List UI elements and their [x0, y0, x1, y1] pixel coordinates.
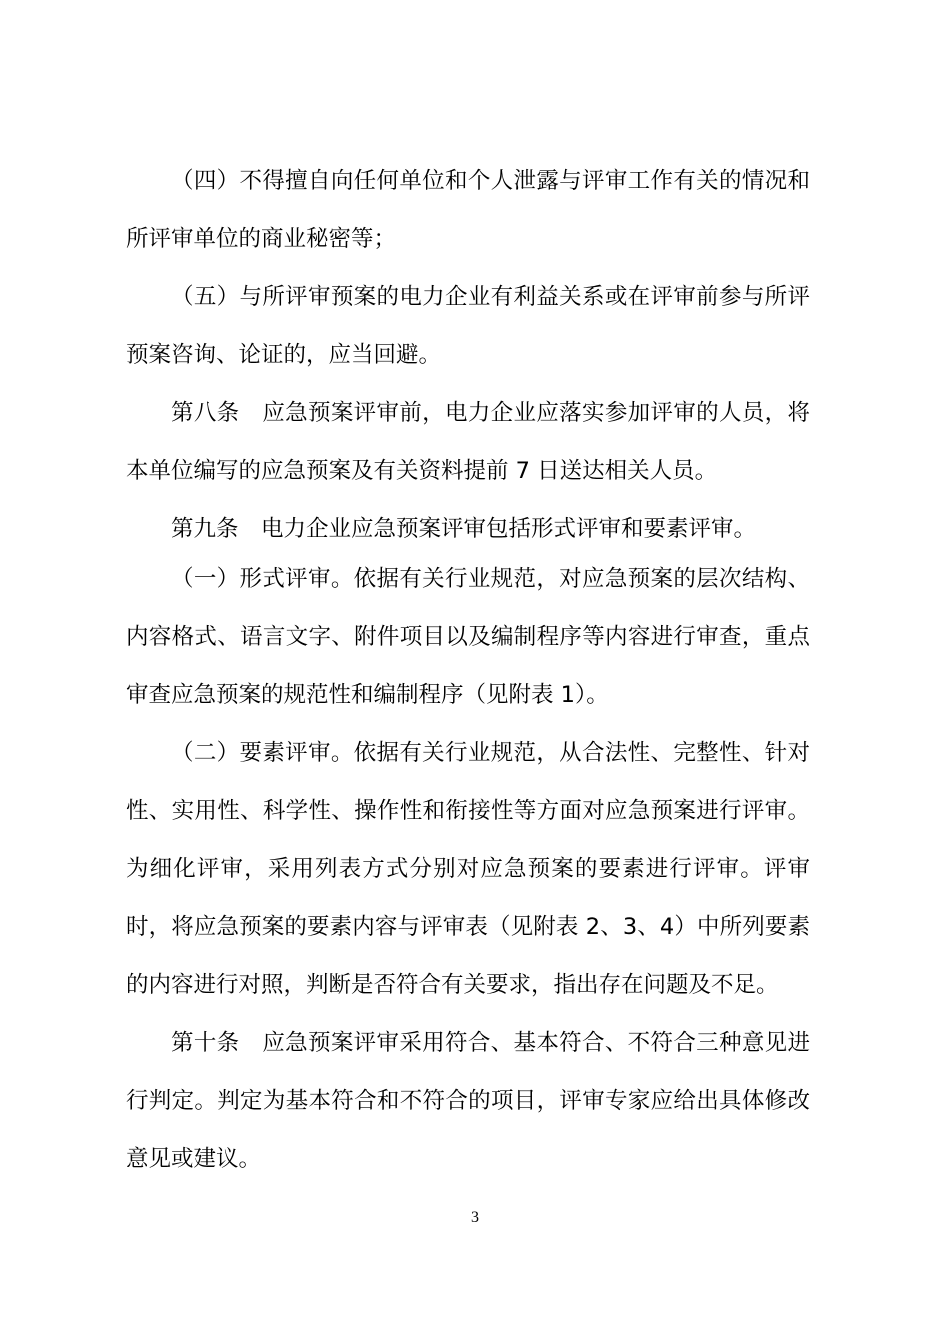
- paragraph-article-10: 第十条 应急预案评审采用符合、基本符合、不符合三种意见进行判定。判定为基本符合和不符合的项目，评审专家应给出具体修改意见或建议。: [126, 1030, 810, 1172]
- paragraph-item-5: （五）与所评审预案的电力企业有利益关系或在评审前参与所评预案咨询、论证的，应当回避。: [126, 284, 810, 368]
- document-body: [126, 152, 810, 1188]
- page-number: 3: [471, 1209, 479, 1226]
- paragraph-article-9: 第九条 电力企业应急预案评审包括形式评审和要素评审。: [171, 516, 757, 542]
- paragraph-item-1-formal-review: （一）形式评审。依据有关行业规范，对应急预案的层次结构、内容格式、语言文字、附件项目以及编制程序等内容进行审查，重点审查应急预案的规范性和编制程序（见附表 1）。: [126, 566, 810, 708]
- paragraph-article-8: 第八条 应急预案评审前，电力企业应落实参加评审的人员，将本单位编写的应急预案及有关资料提前 7 日送达相关人员。: [126, 400, 810, 484]
- paragraph-item-4: （四）不得擅自向任何单位和个人泄露与评审工作有关的情况和所评审单位的商业秘密等；: [126, 168, 810, 252]
- paragraph-item-2-element-review: （二）要素评审。依据有关行业规范，从合法性、完整性、针对性、实用性、科学性、操作性和衔接性等方面对应急预案进行评审。为细化评审，采用列表方式分别对应急预案的要素进行评审。评审时，将应急预案的要素内容与评审表（见附表 2、3、4）中所列要素的内容进行对照，判断是否符合有关要求，指出存在问题及不足。: [126, 740, 810, 998]
